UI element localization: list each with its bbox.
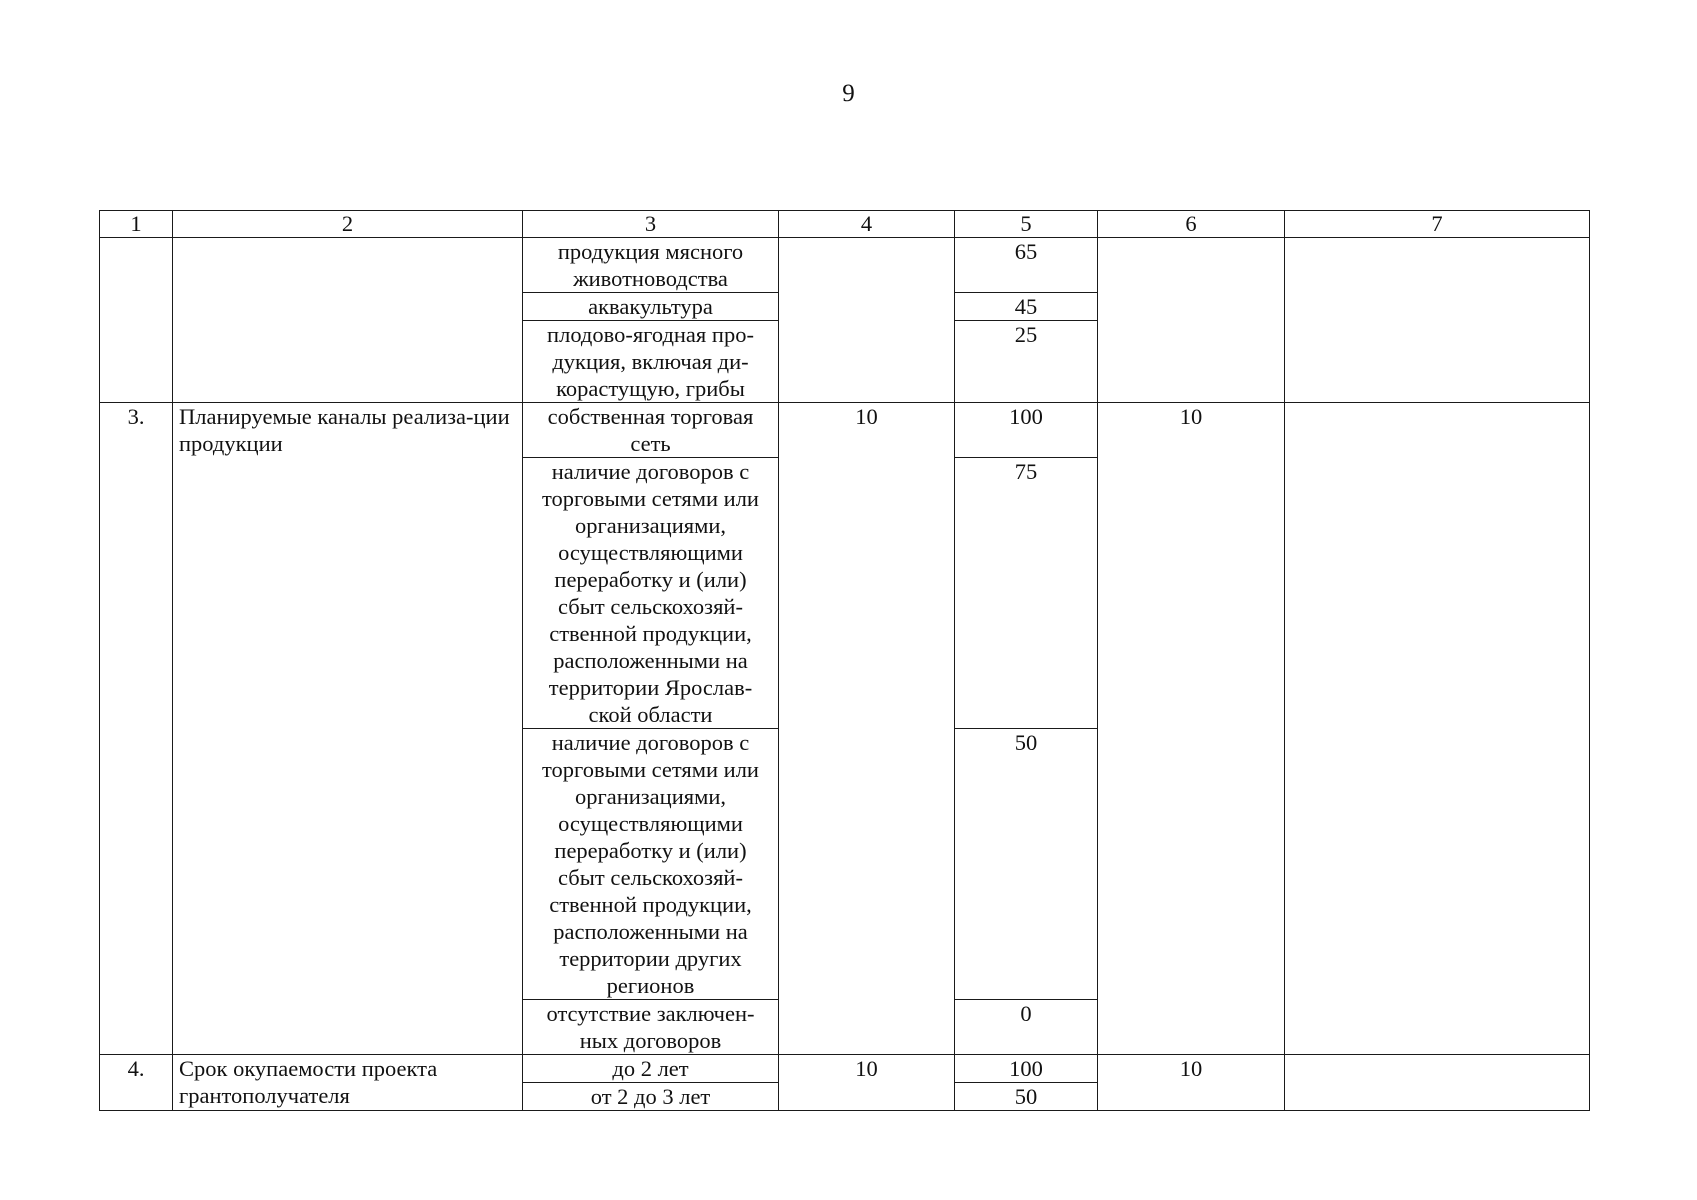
- option-score: 0: [955, 1000, 1098, 1055]
- cell-empty: [1285, 403, 1590, 1055]
- criteria-table: [99, 210, 1590, 1111]
- criterion-number: 4.: [100, 1055, 173, 1111]
- criterion-option: плодово-ягодная про-дукция, включая ди-корастущую, грибы: [523, 321, 779, 403]
- option-score: 50: [955, 729, 1098, 1000]
- header-cell: 5: [955, 211, 1098, 238]
- criterion-option: до 2 лет: [523, 1055, 779, 1083]
- header-row: [100, 211, 1590, 238]
- criterion-option: наличие договоров с торговыми сетями или организациями, осуществляющими переработку и (или) сбыт сельскохозяй-ственной продукции, расположенными на территории Ярослав-ской области: [523, 458, 779, 729]
- criterion-option: аквакультура: [523, 293, 779, 321]
- option-score: 100: [955, 1055, 1098, 1083]
- option-score: 65: [955, 238, 1098, 293]
- criterion-col6: 10: [1098, 403, 1285, 1055]
- header-cell: 1: [100, 211, 173, 238]
- header-cell: 4: [779, 211, 955, 238]
- criterion-option: наличие договоров с торговыми сетями или организациями, осуществляющими переработку и (или) сбыт сельскохозяй-ственной продукции, расположенными на территории других регионов: [523, 729, 779, 1000]
- cell-empty: [1098, 238, 1285, 403]
- option-score: 100: [955, 403, 1098, 458]
- table-row: [100, 238, 1590, 293]
- table-row: [100, 1055, 1590, 1083]
- criterion-name: Срок окупаемости проекта грантополучателя: [173, 1055, 523, 1111]
- table-row: [100, 403, 1590, 458]
- criterion-number: 3.: [100, 403, 173, 1055]
- cell-empty: [173, 238, 523, 403]
- criterion-name: Планируемые каналы реализа-ции продукции: [173, 403, 523, 1055]
- criterion-col4: 10: [779, 403, 955, 1055]
- header-cell: 2: [173, 211, 523, 238]
- criterion-col6: 10: [1098, 1055, 1285, 1111]
- criterion-option: собственная торговая сеть: [523, 403, 779, 458]
- option-score: 50: [955, 1083, 1098, 1111]
- option-score: 45: [955, 293, 1098, 321]
- cell-empty: [100, 238, 173, 403]
- criterion-option: от 2 до 3 лет: [523, 1083, 779, 1111]
- cell-empty: [1285, 1055, 1590, 1111]
- criterion-col4: 10: [779, 1055, 955, 1111]
- cell-empty: [779, 238, 955, 403]
- criterion-option: отсутствие заключен-ных договоров: [523, 1000, 779, 1055]
- criterion-option: продукция мясного животноводства: [523, 238, 779, 293]
- header-cell: 3: [523, 211, 779, 238]
- header-cell: 6: [1098, 211, 1285, 238]
- option-score: 75: [955, 458, 1098, 729]
- cell-empty: [1285, 238, 1590, 403]
- page-number: 9: [842, 80, 855, 107]
- option-score: 25: [955, 321, 1098, 403]
- header-cell: 7: [1285, 211, 1590, 238]
